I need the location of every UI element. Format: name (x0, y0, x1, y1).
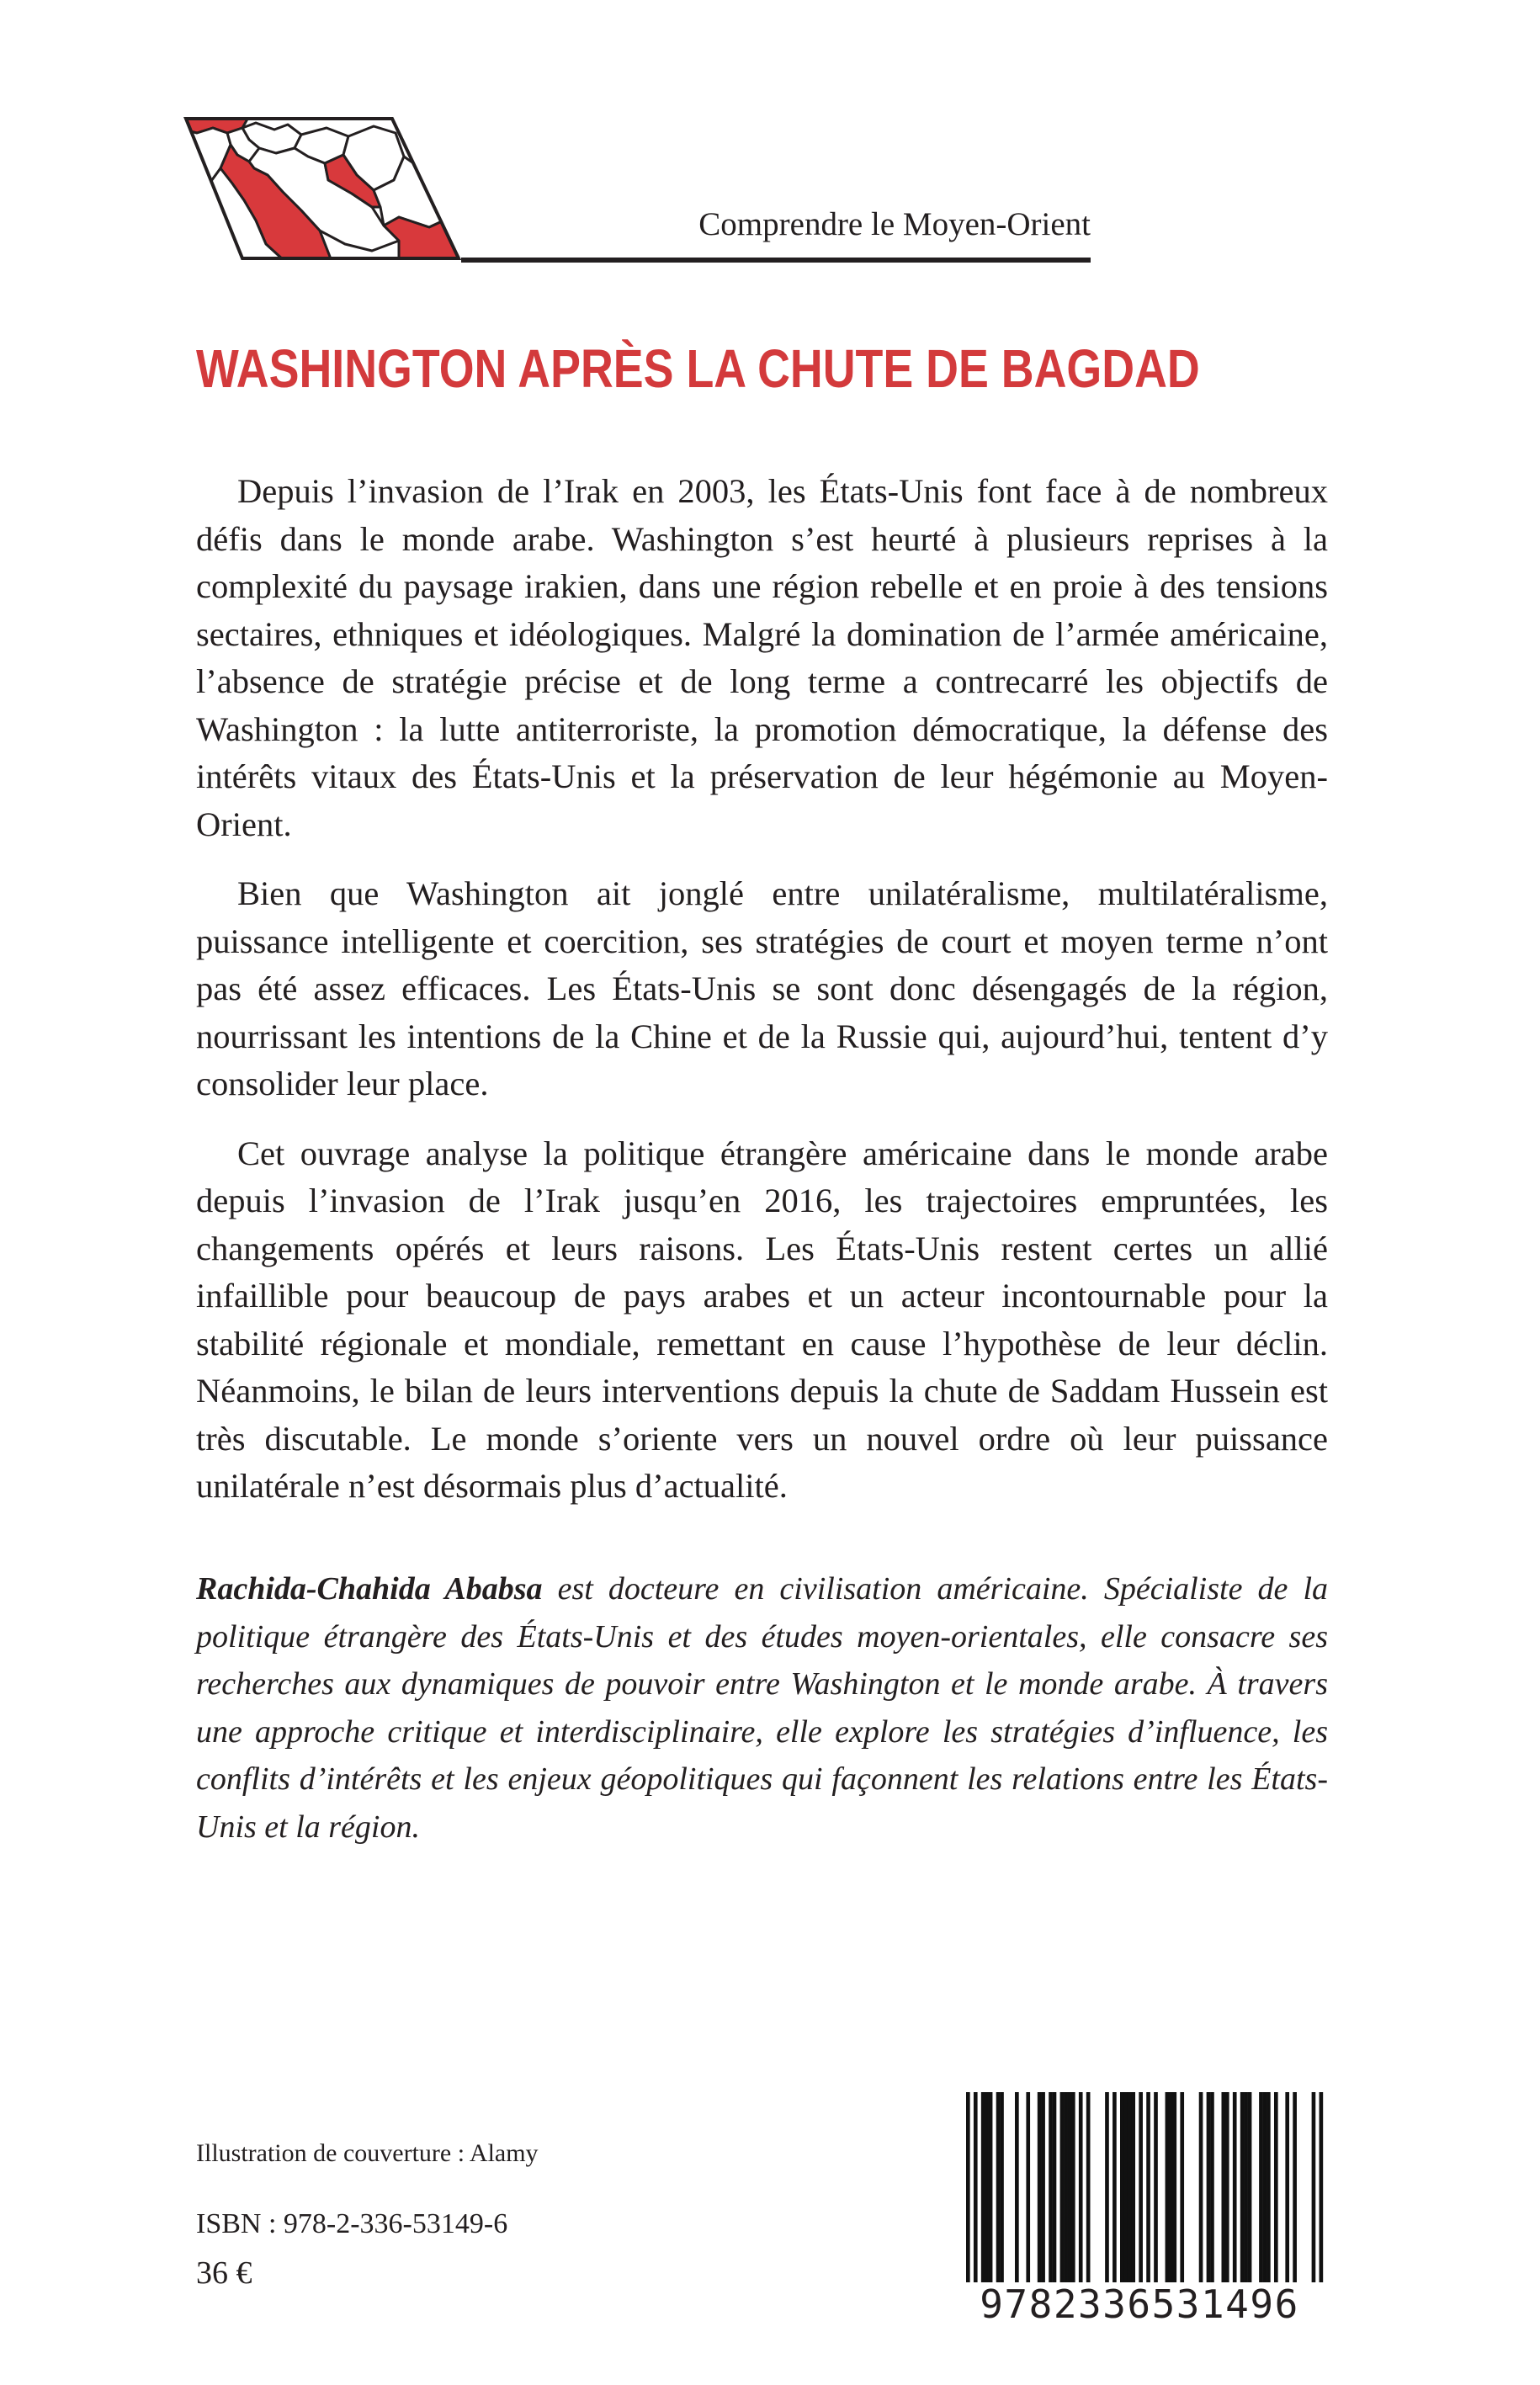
book-blurb (196, 468, 1328, 1532)
series-name: Comprendre le Moyen-Orient (698, 206, 1091, 242)
blurb-paragraph: Cet ouvrage analyse la politique étrangère américaine dans le monde arabe depuis l’invasion de l’Irak jusqu’en 2016, les trajectoires empruntées, les changements opérés et leurs raisons. Les États-Unis restent certes un allié infaillible pour beaucoup de pays arabes et un acteur incontournable pour la stabilité régionale et mondiale, remettant en cause l’hypothèse de leur déclin. Néanmoins, le bilan de leurs interventions depuis la chute de Saddam Hussein est très discutable. Le monde s’oriente vers un nouvel ordre où leur puissance unilatérale n’est désormais plus d’actualité. (196, 1134, 1328, 1505)
illustration-credit: Illustration de couverture : Alamy (196, 2139, 539, 2167)
blurb-paragraph: Depuis l’invasion de l’Irak en 2003, les États-Unis font face à de nombreux défis dans le monde arabe. Washington s’est heurté à plusieurs reprises à la complexité du paysage irakien, dans une région rebelle et en proie à des tensions sectaires, ethniques et idéologiques. Malgré la domination de l’armée américaine, l’absence de stratégie précise et de long terme a contrecarré les objectifs de Washington : la lutte antiterroriste, la promotion démocratique, la défense des intérêts vitaux des États-Unis et la préservation de leur hégémonie au Moyen-Orient. (196, 472, 1328, 843)
author-bio (196, 1565, 1328, 1851)
middle-east-map-logo-icon (183, 116, 461, 261)
series-rule (461, 258, 1091, 263)
author-bio-text: est docteure en civilisation américaine. Spécialiste de la politique étrangère des États-Unis et des études moyen-orientales, elle consacre ses recherches aux dynamiques de pouvoir entre Washington et le monde arabe. À travers une approche critique et interdisciplinaire, elle explore les stratégies d’influence, les conflits d’intérêts et les enjeux géopolitiques qui façonnent les relations entre les États-Unis et la région. (196, 1571, 1329, 1845)
barcode-digits: 9782336531496 (949, 2282, 1330, 2326)
price: 36 € (196, 2255, 252, 2291)
blurb-paragraph: Bien que Washington ait jonglé entre unilatéralisme, multilatéralisme, puissance intelligente et coercition, ses stratégies de court et moyen terme n’ont pas été assez efficaces. Les États-Unis se sont donc désengagés de la région, nourrissant les intentions de la Chine et de la Russie qui, aujourd’hui, tentent d’y consolider leur place. (196, 874, 1328, 1102)
book-title: WASHINGTON APRÈS LA CHUTE DE BAGDAD (196, 338, 1200, 399)
isbn-number: ISBN : 978-2-336-53149-6 (196, 2208, 508, 2239)
author-name: Rachida-Chahida Ababsa (196, 1571, 543, 1607)
